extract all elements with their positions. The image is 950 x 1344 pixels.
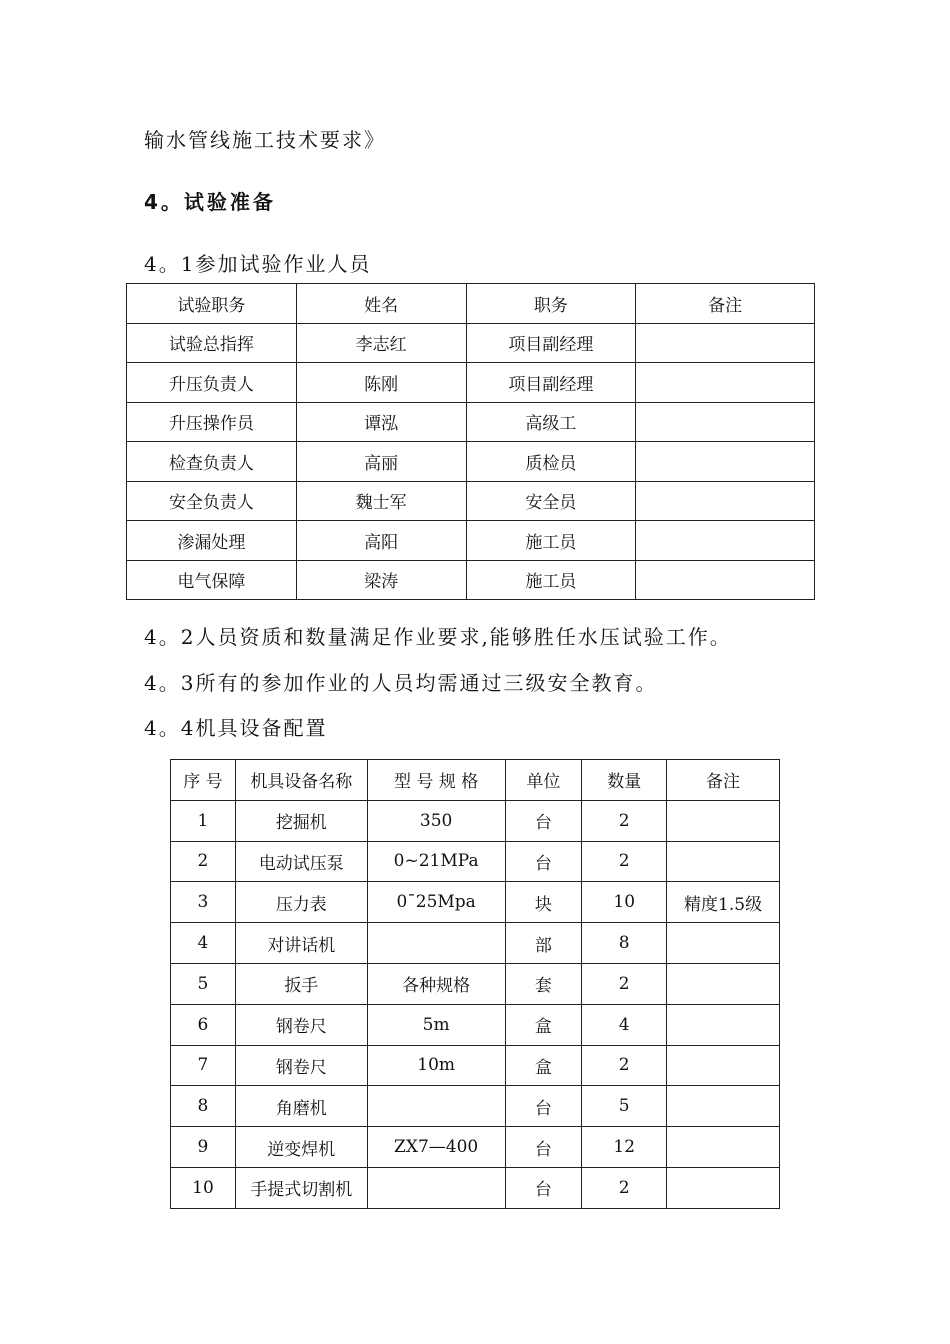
equipment-cell: 2 [582,963,667,1004]
table-row [171,800,780,841]
equipment-cell: 12 [582,1127,667,1168]
subsection-personnel: 4。1参加试验作业人员 [144,252,372,276]
equipment-cell: 3 [171,882,236,923]
personnel-header-cell: 试验职务 [127,284,297,324]
equipment-cell: 5 [171,963,236,1004]
table-row [171,923,780,964]
equipment-cell [667,1167,780,1208]
equipment-table [170,759,780,1209]
text-line-safety-education: 4。3所有的参加作业的人员均需通过三级安全教育。 [144,671,658,695]
personnel-cell: 质检员 [466,442,636,482]
equipment-cell: 精度1.5级 [667,882,780,923]
equipment-header-cell: 机具设备名称 [235,760,367,801]
equipment-cell: 各种规格 [367,963,505,1004]
equipment-header-cell: 序 号 [171,760,236,801]
equipment-cell: 台 [505,800,582,841]
section-heading-test-prep: 4。试验准备 [144,190,276,214]
equipment-cell: 5m [367,1004,505,1045]
personnel-header-cell: 姓名 [296,284,466,324]
equipment-cell [667,841,780,882]
equipment-cell: 10 [171,1167,236,1208]
equipment-cell [667,923,780,964]
personnel-cell: 施工员 [466,521,636,561]
equipment-cell [667,800,780,841]
table-row [127,402,815,442]
table-row [127,521,815,561]
equipment-cell: 2 [582,1045,667,1086]
text-line-qualification: 4。2人员资质和数量满足作业要求,能够胜任水压试验工作。 [144,625,732,649]
equipment-cell [367,1086,505,1127]
personnel-cell: 梁涛 [296,560,466,600]
personnel-cell: 升压负责人 [127,363,297,403]
table-row [127,442,815,482]
equipment-cell: 1 [171,800,236,841]
equipment-cell: 0~21MPa [367,841,505,882]
personnel-cell [636,521,815,561]
personnel-header-cell: 备注 [636,284,815,324]
table-row [171,1127,780,1168]
table-row [127,560,815,600]
table-row [127,481,815,521]
equipment-cell [667,963,780,1004]
equipment-cell: 盒 [505,1045,582,1086]
equipment-cell: 盒 [505,1004,582,1045]
personnel-cell [636,402,815,442]
equipment-cell [667,1127,780,1168]
equipment-cell: 10 [582,882,667,923]
equipment-cell: 2 [171,841,236,882]
equipment-cell: 2 [582,800,667,841]
personnel-cell [636,323,815,363]
personnel-cell: 安全负责人 [127,481,297,521]
personnel-header-row [127,284,815,324]
equipment-cell: 350 [367,800,505,841]
equipment-cell: 逆变焊机 [235,1127,367,1168]
equipment-cell [367,923,505,964]
equipment-cell: 8 [171,1086,236,1127]
personnel-cell: 魏士军 [296,481,466,521]
personnel-cell: 高阳 [296,521,466,561]
subsection-equipment: 4。4机具设备配置 [144,716,328,740]
personnel-cell: 升压操作员 [127,402,297,442]
equipment-cell: 台 [505,1167,582,1208]
personnel-cell: 高级工 [466,402,636,442]
equipment-cell: 对讲话机 [235,923,367,964]
personnel-cell: 高丽 [296,442,466,482]
equipment-header-cell: 数量 [582,760,667,801]
equipment-cell: 部 [505,923,582,964]
equipment-cell: 挖掘机 [235,800,367,841]
equipment-header-row [171,760,780,801]
equipment-cell: 6 [171,1004,236,1045]
table-row [171,1045,780,1086]
personnel-cell: 安全员 [466,481,636,521]
personnel-cell: 项目副经理 [466,363,636,403]
personnel-cell: 电气保障 [127,560,297,600]
equipment-cell: 电动试压泵 [235,841,367,882]
equipment-cell: 4 [171,923,236,964]
personnel-cell [636,560,815,600]
equipment-header-cell: 备注 [667,760,780,801]
equipment-header-cell: 单位 [505,760,582,801]
equipment-cell: 8 [582,923,667,964]
personnel-cell: 检查负责人 [127,442,297,482]
equipment-cell: 10m [367,1045,505,1086]
equipment-cell: 7 [171,1045,236,1086]
table-row [127,323,815,363]
personnel-cell: 施工员 [466,560,636,600]
personnel-cell [636,363,815,403]
equipment-cell [667,1045,780,1086]
table-row [171,1167,780,1208]
equipment-cell [667,1004,780,1045]
equipment-cell: 台 [505,841,582,882]
personnel-cell: 陈刚 [296,363,466,403]
table-row [171,1004,780,1045]
table-row [127,363,815,403]
equipment-cell: 钢卷尺 [235,1004,367,1045]
table-row [171,1086,780,1127]
equipment-cell: 套 [505,963,582,1004]
personnel-cell: 李志红 [296,323,466,363]
equipment-cell: 角磨机 [235,1086,367,1127]
personnel-cell: 试验总指挥 [127,323,297,363]
equipment-cell: 钢卷尺 [235,1045,367,1086]
table-row [171,882,780,923]
personnel-cell: 谭泓 [296,402,466,442]
equipment-cell: 手提式切割机 [235,1167,367,1208]
equipment-cell: 4 [582,1004,667,1045]
equipment-cell: 台 [505,1127,582,1168]
equipment-cell: 块 [505,882,582,923]
equipment-cell: 台 [505,1086,582,1127]
personnel-cell [636,442,815,482]
table-row [171,963,780,1004]
equipment-cell: 5 [582,1086,667,1127]
equipment-cell: 0¯25Mpa [367,882,505,923]
personnel-cell: 渗漏处理 [127,521,297,561]
equipment-cell: 2 [582,841,667,882]
equipment-cell [367,1167,505,1208]
text-line-standard-ref: 输水管线施工技术要求》 [144,128,386,152]
equipment-cell: ZX7—400 [367,1127,505,1168]
equipment-cell [667,1086,780,1127]
equipment-cell: 压力表 [235,882,367,923]
personnel-cell [636,481,815,521]
equipment-cell: 9 [171,1127,236,1168]
personnel-cell: 项目副经理 [466,323,636,363]
personnel-table [126,283,815,600]
personnel-header-cell: 职务 [466,284,636,324]
equipment-header-cell: 型 号 规 格 [367,760,505,801]
table-row [171,841,780,882]
equipment-cell: 2 [582,1167,667,1208]
equipment-cell: 扳手 [235,963,367,1004]
